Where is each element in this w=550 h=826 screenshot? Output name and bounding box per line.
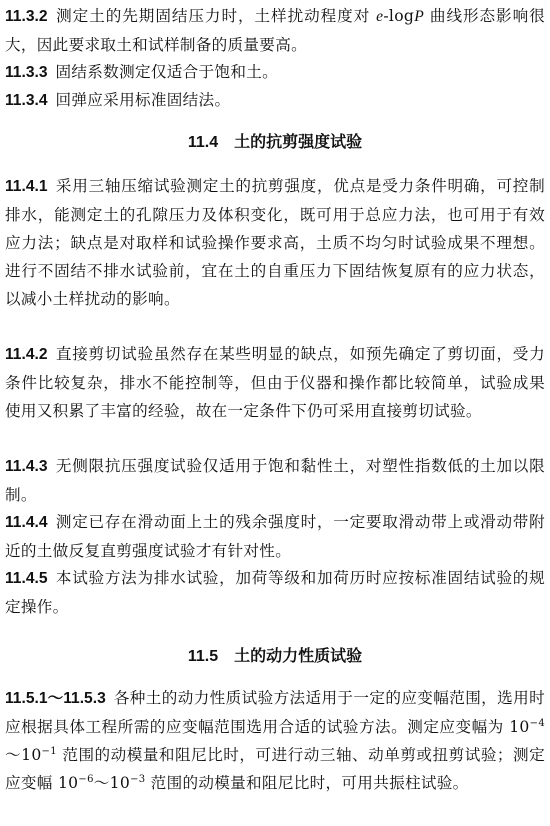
section-number: 11.5 xyxy=(187,648,219,665)
clause-number: 11.4.4 xyxy=(5,514,48,531)
clause-text: 测定已存在滑动面上土的残余强度时，一定要取滑动带上或滑动带附近的土做反复直剪强度试验才有针对性。 xyxy=(5,513,545,560)
clause-text: 固结系数测定仅适合于饱和土。 xyxy=(55,63,279,81)
section-number: 11.4 xyxy=(187,134,219,151)
clause-text: 直接剪切试验虽然存在某些明显的缺点，如预先确定了剪切面，受力条件比较复杂，排水不能控制等，但由于仪器和操作都比较简单，试验成果使用又积累了丰富的经验，故在一定条件下仍可采用直接剪切试验。 xyxy=(5,345,545,420)
section-heading-11-5 xyxy=(0,642,550,671)
clause-number: 11.5.1～11.5.3 xyxy=(5,690,106,707)
clause-11-3-3 xyxy=(5,58,545,87)
clause-text-end: 范围的动模量和阻尼比时，可用共振柱试验。 xyxy=(145,774,469,792)
clause-text: 无侧限抗压强度试验仅适用于饱和黏性土，对塑性指数低的土加以限制。 xyxy=(5,457,545,504)
formula-p: P xyxy=(414,8,425,25)
exponent: −4 xyxy=(529,718,545,729)
clause-text-cont: 曲线形态影响很大，因此要求取土和试样制备的质量要高。 xyxy=(5,7,545,54)
section-title: 土的抗剪强度试验 xyxy=(234,132,363,151)
section-title: 土的动力性质试验 xyxy=(234,646,363,665)
clause-text: 测定土的先期固结压力时，土样扰动程度对 xyxy=(55,7,377,25)
clause-11-5-1-to-11-5-3 xyxy=(5,684,545,797)
clause-11-4-3 xyxy=(5,452,545,509)
clause-number: 11.4.2 xyxy=(5,346,48,363)
clause-11-3-2 xyxy=(5,2,545,59)
clause-text: 本试验方法为排水试验，加荷等级和加荷历时应按标准固结试验的规定操作。 xyxy=(5,569,545,616)
clause-number: 11.4.5 xyxy=(5,570,48,587)
exponent: −1 xyxy=(41,746,57,757)
formula-e: e xyxy=(376,8,384,25)
range-separator: ～10 xyxy=(5,746,42,764)
formula-log: -log xyxy=(383,7,415,25)
clause-11-4-2 xyxy=(5,340,545,425)
clause-11-4-5 xyxy=(5,564,545,621)
exponent: −3 xyxy=(130,774,146,785)
clause-number: 11.3.2 xyxy=(5,8,48,25)
clause-11-3-4 xyxy=(5,86,545,115)
clause-text: 回弹应采用标准固结法。 xyxy=(55,91,231,109)
clause-number: 11.3.3 xyxy=(5,64,48,81)
clause-11-4-1 xyxy=(5,172,545,313)
clause-number: 11.3.4 xyxy=(5,92,48,109)
clause-text: 各种土的动力性质试验方法适用于一定的应变幅范围，选用时应根据具体工程所需的应变幅范围选用合适的试验方法。测定应变幅为 10 xyxy=(5,689,545,736)
clause-11-4-4 xyxy=(5,508,545,565)
section-heading-11-4 xyxy=(0,128,550,157)
clause-text-cont: 范围的动模量和阻尼比时，可进行动三轴、动单剪或扭剪试验；测定应变幅 10 xyxy=(5,746,545,792)
range-separator: ～10 xyxy=(93,774,131,792)
exponent: −6 xyxy=(78,774,94,785)
clause-text: 采用三轴压缩试验测定土的抗剪强度，优点是受力条件明确，可控制排水，能测定土的孔隙压力及体积变化，既可用于总应力法，也可用于有效应力法；缺点是对取样和试验操作要求高，土质不均匀时试验成果不理想。进行不固结不排水试验前，宜在土的自重压力下固结恢复原有的应力状态，以减小土样扰动的影响。 xyxy=(5,177,545,308)
clause-number: 11.4.1 xyxy=(5,178,48,195)
clause-number: 11.4.3 xyxy=(5,458,48,475)
